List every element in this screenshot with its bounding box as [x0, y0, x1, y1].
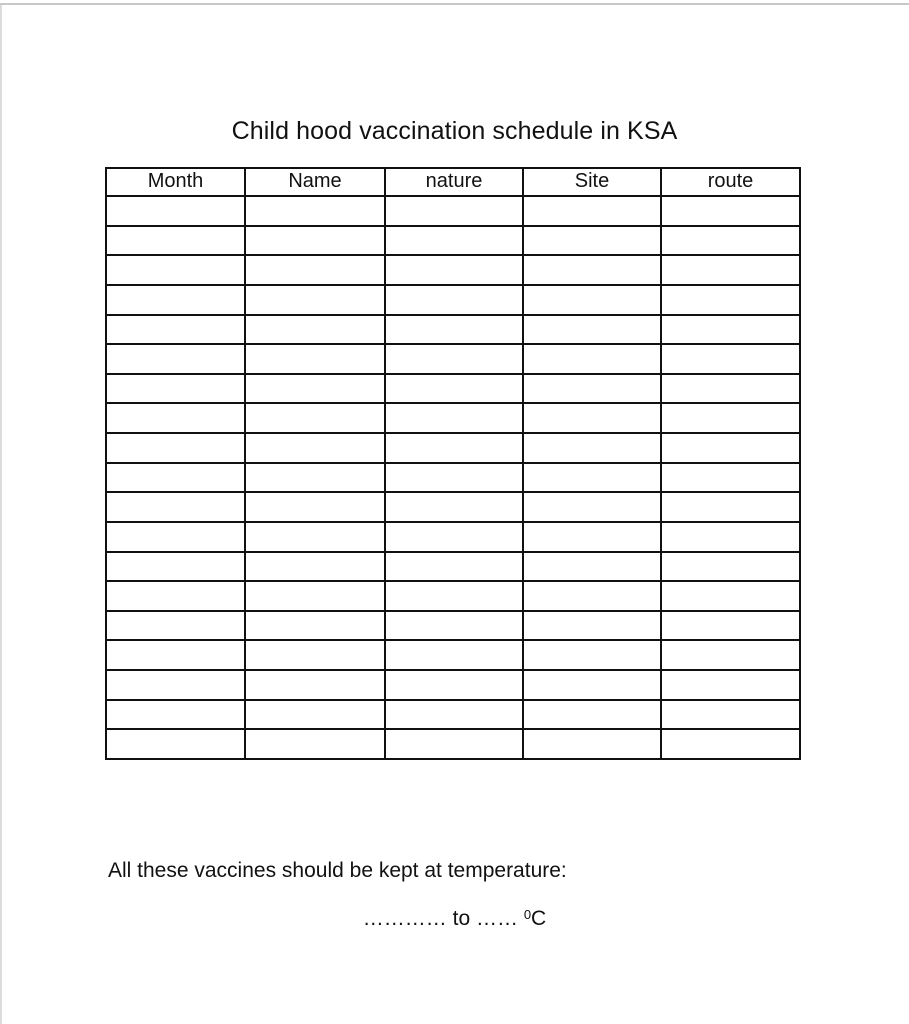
table-cell	[523, 255, 661, 285]
table-cell	[245, 433, 385, 463]
table-cell	[385, 670, 523, 700]
table-cell	[245, 255, 385, 285]
table-cell	[661, 552, 800, 582]
table-row	[106, 226, 800, 256]
table-row	[106, 433, 800, 463]
table-cell	[523, 344, 661, 374]
table-cell	[385, 374, 523, 404]
table-cell	[661, 522, 800, 552]
table-cell	[245, 226, 385, 256]
table-cell	[245, 315, 385, 345]
table-cell	[106, 492, 245, 522]
table-cell	[106, 552, 245, 582]
table-cell	[385, 285, 523, 315]
table-cell	[245, 344, 385, 374]
temperature-unit: C	[531, 907, 547, 930]
table-cell	[385, 522, 523, 552]
table-cell	[385, 729, 523, 759]
table-row	[106, 374, 800, 404]
table-cell	[106, 463, 245, 493]
table-cell	[245, 611, 385, 641]
page-left-border	[0, 5, 2, 1024]
column-header-route: route	[661, 168, 800, 196]
degree-symbol: 0	[523, 907, 532, 922]
table-cell	[661, 640, 800, 670]
table-cell	[661, 255, 800, 285]
table-cell	[385, 611, 523, 641]
column-header-month: Month	[106, 168, 245, 196]
table-cell	[245, 196, 385, 226]
table-row	[106, 315, 800, 345]
table-cell	[245, 492, 385, 522]
table-cell	[385, 433, 523, 463]
table-row	[106, 196, 800, 226]
table-cell	[661, 344, 800, 374]
temperature-blanks: ………… to ……	[362, 907, 524, 930]
table-cell	[523, 581, 661, 611]
table-cell	[661, 433, 800, 463]
vaccination-schedule-table	[105, 167, 801, 760]
table-row	[106, 492, 800, 522]
table-cell	[106, 611, 245, 641]
table-row	[106, 729, 800, 759]
table-cell	[106, 403, 245, 433]
table-cell	[106, 581, 245, 611]
table-cell	[523, 196, 661, 226]
table-cell	[106, 700, 245, 730]
column-header-nature: nature	[385, 168, 523, 196]
table-cell	[245, 670, 385, 700]
table-cell	[245, 463, 385, 493]
column-header-name: Name	[245, 168, 385, 196]
table-cell	[106, 374, 245, 404]
table-cell	[523, 226, 661, 256]
table-cell	[523, 640, 661, 670]
table-cell	[106, 315, 245, 345]
table-row	[106, 403, 800, 433]
table-cell	[245, 403, 385, 433]
table-cell	[661, 463, 800, 493]
table-cell	[661, 492, 800, 522]
table-row	[106, 344, 800, 374]
table-cell	[523, 285, 661, 315]
table-cell	[385, 344, 523, 374]
table-cell	[385, 463, 523, 493]
table-cell	[523, 315, 661, 345]
table-cell	[385, 226, 523, 256]
table-row	[106, 611, 800, 641]
table-cell	[385, 581, 523, 611]
table-cell	[385, 492, 523, 522]
table-row	[106, 522, 800, 552]
table-cell	[245, 552, 385, 582]
table-cell	[523, 522, 661, 552]
table-cell	[523, 492, 661, 522]
table-cell	[385, 196, 523, 226]
table-cell	[106, 729, 245, 759]
table-cell	[385, 315, 523, 345]
table-cell	[106, 285, 245, 315]
table-header-row	[106, 168, 800, 196]
table-cell	[661, 285, 800, 315]
table-cell	[245, 700, 385, 730]
column-header-site: Site	[523, 168, 661, 196]
table-cell	[385, 700, 523, 730]
table-cell	[106, 226, 245, 256]
table-cell	[661, 581, 800, 611]
table-cell	[523, 670, 661, 700]
table-cell	[523, 403, 661, 433]
table-cell	[106, 255, 245, 285]
table-cell	[106, 670, 245, 700]
table-cell	[661, 611, 800, 641]
table-cell	[245, 640, 385, 670]
table-cell	[245, 374, 385, 404]
table-cell	[106, 522, 245, 552]
page-top-border	[0, 3, 909, 5]
table-row	[106, 463, 800, 493]
table-cell	[661, 670, 800, 700]
table-cell	[245, 581, 385, 611]
table-cell	[661, 729, 800, 759]
table-cell	[523, 433, 661, 463]
table-cell	[523, 463, 661, 493]
table-row	[106, 285, 800, 315]
table-cell	[385, 255, 523, 285]
table-cell	[106, 433, 245, 463]
table-row	[106, 255, 800, 285]
table-cell	[661, 315, 800, 345]
table-row	[106, 581, 800, 611]
page-title: Child hood vaccination schedule in KSA	[231, 117, 678, 145]
table-cell	[385, 552, 523, 582]
table-body	[106, 196, 800, 759]
table-cell	[661, 226, 800, 256]
temperature-line	[0, 904, 909, 934]
table-cell	[661, 374, 800, 404]
table-cell	[245, 729, 385, 759]
table-cell	[385, 640, 523, 670]
table-cell	[523, 729, 661, 759]
table-cell	[661, 403, 800, 433]
table-cell	[523, 374, 661, 404]
table-row	[106, 552, 800, 582]
table-cell	[245, 522, 385, 552]
table-cell	[385, 403, 523, 433]
table-row	[106, 670, 800, 700]
table-cell	[661, 700, 800, 730]
table-cell	[106, 640, 245, 670]
table-row	[106, 640, 800, 670]
table-cell	[245, 285, 385, 315]
table-cell	[661, 196, 800, 226]
table-cell	[523, 700, 661, 730]
table-cell	[106, 344, 245, 374]
storage-note: All these vaccines should be kept at temperature:	[108, 859, 567, 882]
table-cell	[523, 552, 661, 582]
table-cell	[106, 196, 245, 226]
table-row	[106, 700, 800, 730]
table-cell	[523, 611, 661, 641]
